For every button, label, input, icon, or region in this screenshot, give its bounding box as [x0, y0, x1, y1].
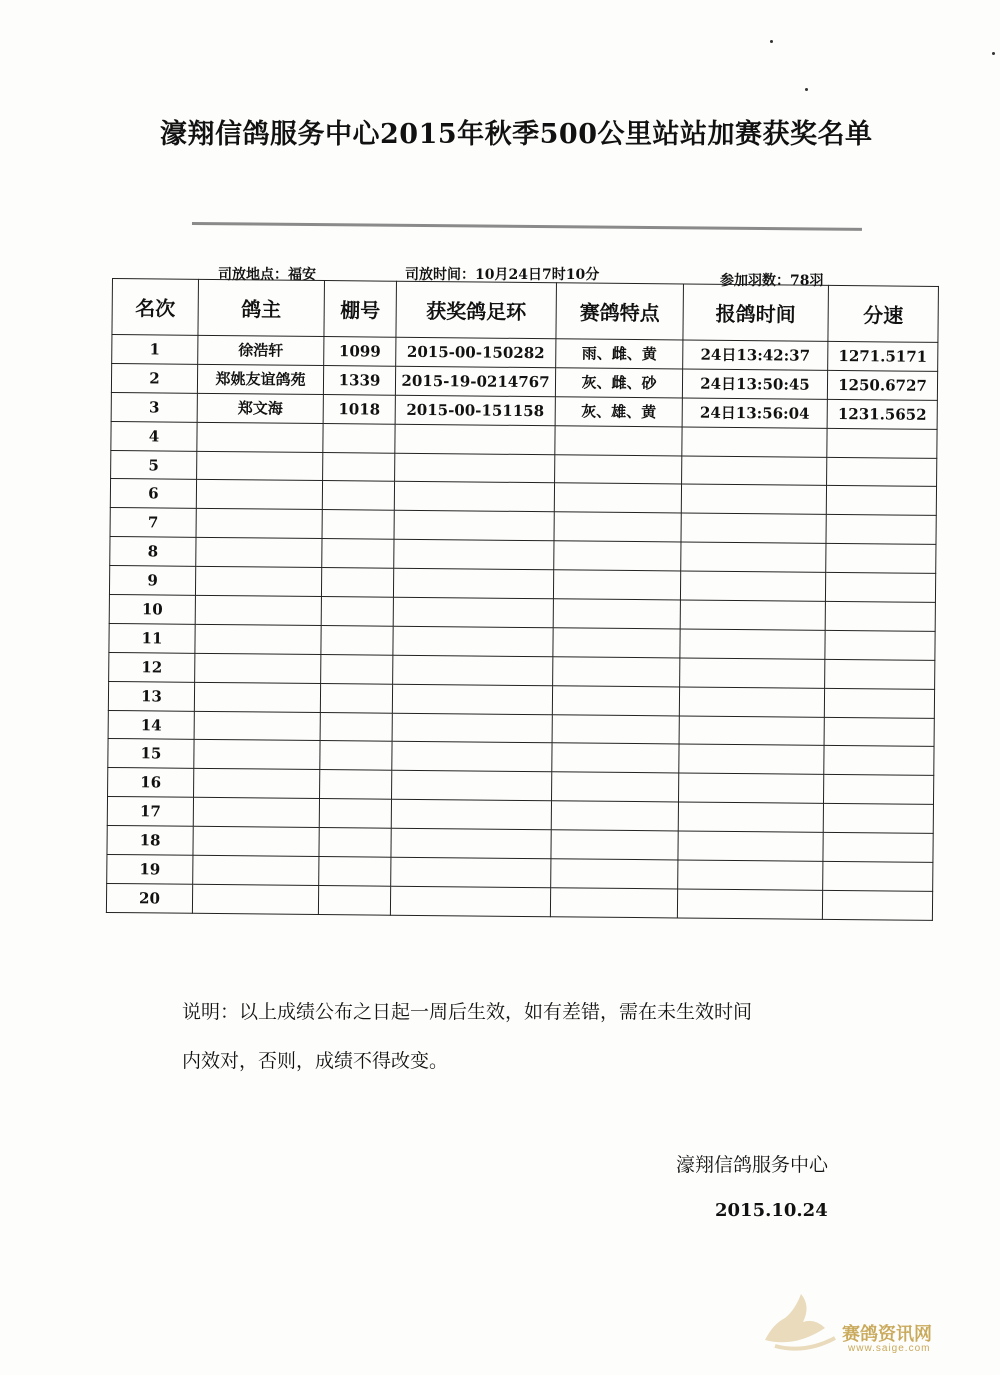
cell-speed [822, 890, 932, 920]
cell-time: 24日13:50:45 [682, 369, 827, 399]
cell-ring [394, 539, 554, 569]
cell-ring [391, 828, 551, 858]
cell-features [551, 801, 678, 831]
cell-owner [193, 855, 319, 885]
cell-rank: 11 [109, 623, 195, 653]
cell-features [552, 685, 679, 715]
cell-time [679, 687, 824, 717]
cell-speed [824, 688, 934, 718]
cell-features [551, 830, 678, 860]
cell-ring [391, 857, 551, 887]
cell-owner [196, 538, 322, 568]
cell-ring [390, 886, 550, 916]
cell-features: 灰、雄、黄 [555, 397, 682, 427]
cell-ring [393, 568, 553, 598]
cell-rank: 16 [108, 768, 194, 798]
cell-ring: 2015-00-151158 [395, 395, 555, 425]
cell-rank: 7 [110, 508, 196, 538]
cell-time [681, 542, 826, 572]
header-owner: 鸽主 [198, 279, 325, 336]
cell-owner [196, 509, 322, 539]
cell-time [680, 629, 825, 659]
cell-owner [194, 682, 320, 712]
cell-features [553, 657, 680, 687]
cell-rank: 17 [107, 797, 193, 827]
cell-ring [395, 424, 555, 454]
cell-time [680, 658, 825, 688]
header-ring: 获奖鸽足环 [396, 281, 557, 339]
scan-speck [992, 52, 995, 55]
cell-owner [196, 480, 322, 510]
participant-count: 参加羽数：78羽 [720, 273, 824, 289]
watermark-text: 赛鸽资讯网 [842, 1324, 932, 1344]
cell-owner [194, 769, 320, 799]
cell-time: 24日13:42:37 [683, 340, 828, 370]
cell-loft [321, 568, 393, 598]
cell-features [555, 454, 682, 484]
cell-loft [320, 770, 392, 800]
table-header-row [112, 279, 938, 343]
cell-speed [827, 428, 937, 458]
cell-owner: 郑姚友谊鸽苑 [197, 364, 323, 394]
cell-ring [392, 684, 552, 714]
cell-time [682, 427, 827, 457]
cell-speed [826, 544, 936, 574]
cell-loft: 1018 [323, 394, 395, 424]
cell-speed [827, 457, 937, 487]
cell-speed [826, 515, 936, 545]
cell-ring [392, 742, 552, 772]
cell-ring [392, 771, 552, 801]
header-loft: 棚号 [324, 281, 397, 338]
cell-features [553, 628, 680, 658]
cell-time [679, 744, 824, 774]
cell-features [554, 512, 681, 542]
cell-speed [823, 775, 933, 805]
cell-features [550, 888, 677, 918]
cell-ring [393, 655, 553, 685]
cell-features [553, 570, 680, 600]
cell-speed [826, 486, 936, 516]
cell-time [678, 773, 823, 803]
header-time: 报鸽时间 [683, 284, 829, 341]
cell-time [682, 456, 827, 486]
cell-loft [319, 828, 391, 858]
cell-rank: 10 [109, 595, 195, 625]
cell-speed [824, 746, 934, 776]
cell-loft [322, 510, 394, 540]
cell-loft [320, 712, 392, 742]
cell-rank: 15 [108, 739, 194, 769]
cell-features [555, 425, 682, 455]
cell-ring [392, 713, 552, 743]
cell-features: 雨、雌、黄 [556, 339, 683, 369]
header-speed: 分速 [828, 285, 939, 342]
cell-features [551, 859, 678, 889]
cell-features [554, 483, 681, 513]
cell-loft [320, 683, 392, 713]
cell-rank: 14 [108, 710, 194, 740]
cell-owner [195, 595, 321, 625]
header-rank: 名次 [112, 279, 199, 336]
cell-speed [825, 572, 935, 602]
signature-date: 2015.10.24 [715, 1200, 828, 1221]
cell-speed: 1231.5652 [827, 399, 937, 429]
release-place: 司放地点：福安 [218, 267, 316, 283]
cell-owner [195, 653, 321, 683]
cell-rank: 3 [111, 392, 197, 422]
cell-loft [321, 625, 393, 655]
cell-ring [394, 511, 554, 541]
cell-time [680, 571, 825, 601]
cell-features [551, 772, 678, 802]
cell-ring [393, 626, 553, 656]
cell-loft [320, 741, 392, 771]
cell-speed [823, 861, 933, 891]
cell-rank: 8 [110, 537, 196, 567]
cell-loft [322, 481, 394, 511]
cell-owner [197, 451, 323, 481]
header-features: 赛鸽特点 [556, 283, 684, 340]
cell-time [681, 513, 826, 543]
cell-loft [323, 452, 395, 482]
cell-speed [824, 717, 934, 747]
cell-features: 灰、雌、砂 [555, 368, 682, 398]
release-time: 司放时间：10月24日7时10分 [405, 267, 600, 283]
cell-ring [391, 799, 551, 829]
cell-rank: 12 [109, 652, 195, 682]
cell-ring [395, 453, 555, 483]
cell-owner [195, 566, 321, 596]
cell-rank: 1 [112, 335, 198, 365]
cell-speed [825, 659, 935, 689]
cell-time [678, 831, 823, 861]
note-line-1: 说明：以上成绩公布之日起一周后生效，如有差错，需在未生效时间 [182, 1001, 753, 1023]
cell-time [680, 600, 825, 630]
cell-rank: 9 [109, 566, 195, 596]
cell-speed: 1271.5171 [828, 341, 938, 371]
cell-rank: 4 [111, 421, 197, 451]
cell-rank: 20 [106, 883, 192, 913]
cell-loft [321, 654, 393, 684]
cell-loft [318, 885, 390, 915]
cell-owner: 徐浩轩 [198, 335, 324, 365]
cell-loft [319, 857, 391, 887]
cell-rank: 6 [110, 479, 196, 509]
cell-loft [319, 799, 391, 829]
cell-features [552, 743, 679, 773]
cell-rank: 5 [111, 450, 197, 480]
cell-loft [322, 539, 394, 569]
cell-rank: 19 [107, 855, 193, 885]
cell-time [678, 860, 823, 890]
cell-speed [823, 804, 933, 834]
cell-features [554, 541, 681, 571]
cell-ring [394, 482, 554, 512]
cell-owner [194, 711, 320, 741]
cell-ring [393, 597, 553, 627]
cell-owner [193, 798, 319, 828]
cell-features [552, 714, 679, 744]
cell-time: 24日13:56:04 [682, 398, 827, 428]
cell-features [553, 599, 680, 629]
results-table-wrap [106, 278, 939, 921]
cell-time [677, 889, 822, 919]
cell-rank: 2 [111, 363, 197, 393]
cell-speed [825, 630, 935, 660]
document-title: 濠翔信鸽服务中心2015年秋季500公里站站加赛获奖名单 [160, 119, 873, 150]
note [182, 988, 882, 1086]
cell-ring: 2015-00-150282 [396, 337, 556, 367]
title-rule [192, 222, 862, 231]
results-body [106, 335, 938, 921]
cell-time [681, 484, 826, 514]
cell-owner [193, 826, 319, 856]
note-line-2: 内效对，否则，成绩不得改变。 [182, 1050, 449, 1072]
scan-speck [805, 88, 808, 91]
cell-loft [321, 597, 393, 627]
cell-owner [195, 624, 321, 654]
signature-organization: 濠翔信鸽服务中心 [676, 1154, 829, 1176]
scan-speck [770, 40, 773, 43]
cell-owner [194, 740, 320, 770]
cell-ring: 2015-19-0214767 [395, 366, 555, 396]
cell-speed [825, 601, 935, 631]
cell-owner [192, 884, 318, 914]
cell-time [678, 802, 823, 832]
cell-time [679, 716, 824, 746]
cell-speed: 1250.6727 [827, 370, 937, 400]
cell-rank: 13 [108, 681, 194, 711]
cell-speed [823, 832, 933, 862]
cell-owner: 郑文海 [197, 393, 323, 423]
cell-owner [197, 422, 323, 452]
cell-loft [323, 423, 395, 453]
cell-rank: 18 [107, 826, 193, 856]
results-table [106, 278, 939, 921]
cell-loft: 1099 [324, 337, 396, 367]
cell-loft: 1339 [323, 365, 395, 395]
watermark-url: www.saige.com [848, 1343, 931, 1354]
